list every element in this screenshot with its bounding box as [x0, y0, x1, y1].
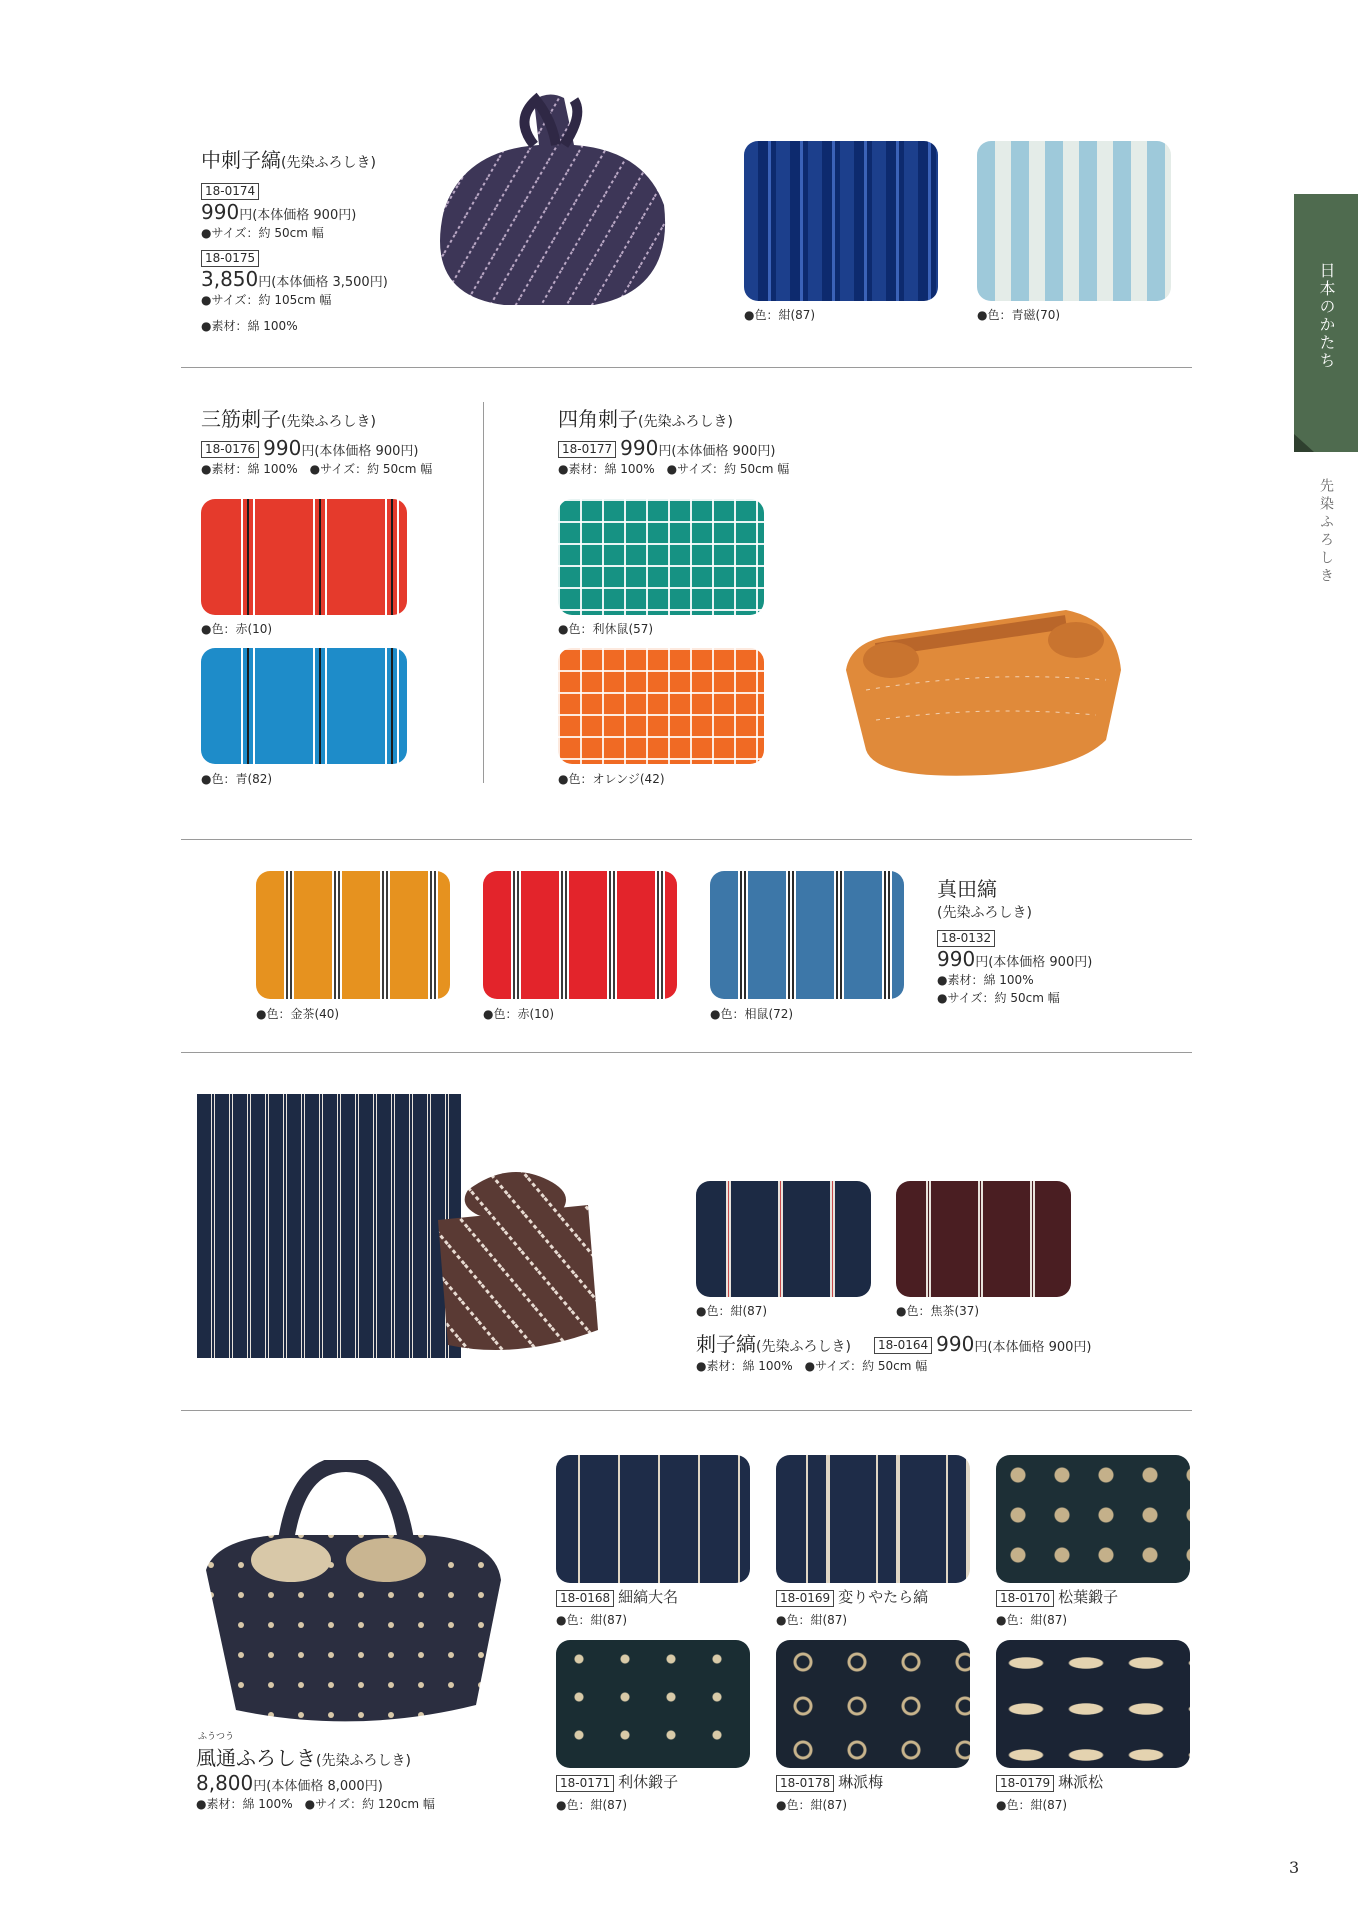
section-divider — [181, 367, 1192, 368]
tax-note: (本体価格 900円) — [252, 208, 357, 223]
price: 990 — [263, 436, 302, 460]
item-name: 利休鍛子 — [618, 1773, 679, 1791]
color-caption: ●色：紺(87) — [776, 1613, 848, 1627]
swatch-blue — [201, 648, 407, 764]
color-caption: ●色：金茶(40) — [256, 1007, 340, 1021]
swatch-red — [483, 871, 677, 999]
price: 990 — [937, 947, 976, 971]
wrapped-gift-photo — [428, 1160, 608, 1360]
swatch-matsuba-donsu — [996, 1455, 1190, 1583]
column-divider — [483, 402, 484, 783]
product-subtitle: (先染ふろしき) — [281, 155, 376, 171]
price: 3,850 — [201, 267, 259, 291]
color-caption: ●色：紺(87) — [996, 1798, 1068, 1812]
swatch-rikyu-gray — [558, 499, 764, 615]
spec-line: ●素材：綿 100% ●サイズ：約 120cm 幅 — [196, 1797, 435, 1811]
yen-label: 円 — [258, 275, 272, 290]
color-caption: ●色：紺(87) — [996, 1613, 1068, 1627]
product-nakasashiko — [201, 144, 388, 335]
swatch-kincha — [256, 871, 450, 999]
wrapped-furoshiki-photo — [424, 90, 674, 314]
tax-note: (本体価格 3,500円) — [271, 275, 388, 290]
item-name: 琳派梅 — [838, 1773, 884, 1791]
tax-note: (本体価格 900円) — [987, 1340, 1092, 1355]
product-subtitle: (先染ふろしき) — [281, 414, 376, 430]
item-name: 変りやたら縞 — [838, 1588, 929, 1606]
swatch-kawari-yatarajima — [776, 1455, 970, 1583]
price: 990 — [620, 436, 659, 460]
product-title: 中刺子縞 — [201, 148, 281, 172]
spec-line: ●素材：綿 100% ●サイズ：約 50cm 幅 — [201, 462, 433, 476]
spec-line: ●素材：綿 100% ●サイズ：約 50cm 幅 — [558, 462, 790, 476]
wrapped-basket-photo — [196, 1460, 506, 1740]
tax-note: (本体価格 900円) — [314, 444, 419, 459]
category-tab-label: 日本のかたち — [1317, 262, 1336, 370]
yen-label: 円 — [253, 1779, 267, 1794]
yen-label: 円 — [974, 1340, 988, 1355]
material-spec: ●素材：綿 100% — [937, 973, 1034, 987]
product-futsu — [196, 1729, 435, 1813]
section-divider — [181, 839, 1192, 840]
item-label — [776, 1588, 928, 1607]
product-code: 18-0164 — [874, 1337, 932, 1354]
item-name: 細縞大名 — [618, 1588, 679, 1606]
product-title: 四角刺子 — [558, 407, 638, 431]
material-spec: ●素材：綿 100% — [201, 319, 298, 333]
price: 990 — [936, 1332, 975, 1356]
swatch-dark-brown — [896, 1181, 1071, 1297]
flat-cloth-photo — [197, 1094, 461, 1358]
product-code: 18-0175 — [201, 250, 259, 267]
product-code: 18-0169 — [776, 1590, 834, 1607]
product-code: 18-0170 — [996, 1590, 1054, 1607]
item-label — [556, 1773, 678, 1792]
yen-label: 円 — [658, 444, 672, 459]
product-yotsukakusashiko — [558, 403, 789, 478]
section-divider — [181, 1052, 1192, 1053]
product-code: 18-0178 — [776, 1775, 834, 1792]
product-title: 三筋刺子 — [201, 407, 281, 431]
color-caption: ●色：紺(87) — [696, 1304, 768, 1318]
product-title: 風通ふろしき — [196, 1746, 316, 1770]
item-label — [996, 1773, 1103, 1792]
item-label — [776, 1773, 883, 1792]
product-subtitle: (先染ふろしき) — [638, 414, 733, 430]
size-spec: ●サイズ：約 50cm 幅 — [937, 991, 1060, 1005]
product-sashikojima — [696, 1328, 1091, 1375]
swatch-ainezu — [710, 871, 904, 999]
price: 8,800 — [196, 1771, 254, 1795]
color-caption: ●色：赤(10) — [483, 1007, 555, 1021]
swatch-hosojima-daimyo — [556, 1455, 750, 1583]
product-subtitle: (先染ふろしき) — [316, 1753, 411, 1769]
color-caption: ●色：紺(87) — [776, 1798, 848, 1812]
yen-label: 円 — [239, 208, 253, 223]
swatch-orange — [558, 648, 764, 764]
color-caption: ●色：青(82) — [201, 772, 273, 786]
item-name: 松葉鍛子 — [1058, 1588, 1119, 1606]
color-caption: ●色：紺(87) — [744, 308, 816, 322]
product-code: 18-0176 — [201, 441, 259, 458]
item-name: 琳派松 — [1058, 1773, 1104, 1791]
ruby-reading: ふうつう — [198, 1732, 235, 1742]
size-spec: ●サイズ：約 105cm 幅 — [201, 293, 332, 307]
color-caption: ●色：相鼠(72) — [710, 1007, 794, 1021]
product-title: 刺子縞 — [696, 1332, 756, 1356]
swatch-navy — [744, 141, 938, 301]
tax-note: (本体価格 900円) — [988, 955, 1093, 970]
swatch-navy — [696, 1181, 871, 1297]
swatch-red — [201, 499, 407, 615]
size-spec: ●サイズ：約 50cm 幅 — [201, 226, 324, 240]
color-caption: ●色：オレンジ(42) — [558, 772, 665, 786]
page-number: 3 — [1289, 1858, 1300, 1877]
yen-label: 円 — [301, 444, 315, 459]
spec-line: ●素材：綿 100% ●サイズ：約 50cm 幅 — [696, 1359, 928, 1373]
product-subtitle: (先染ふろしき) — [937, 905, 1032, 921]
section-divider — [181, 1410, 1192, 1411]
color-caption: ●色：青磁(70) — [977, 308, 1061, 322]
swatch-rinpa-ume — [776, 1640, 970, 1768]
product-misujisashiko — [201, 403, 432, 478]
item-label — [556, 1588, 678, 1607]
product-code: 18-0179 — [996, 1775, 1054, 1792]
product-subtitle: (先染ふろしき) — [756, 1339, 851, 1355]
product-sanadajima — [937, 873, 1092, 1007]
color-caption: ●色：紺(87) — [556, 1613, 628, 1627]
swatch-rinpa-matsu — [996, 1640, 1190, 1768]
product-code: 18-0168 — [556, 1590, 614, 1607]
color-caption: ●色：赤(10) — [201, 622, 273, 636]
tax-note: (本体価格 8,000円) — [266, 1779, 383, 1794]
product-code: 18-0132 — [937, 930, 995, 947]
yen-label: 円 — [975, 955, 989, 970]
product-code: 18-0174 — [201, 183, 259, 200]
color-caption: ●色：紺(87) — [556, 1798, 628, 1812]
color-caption: ●色：焦茶(37) — [896, 1304, 980, 1318]
color-caption: ●色：利休鼠(57) — [558, 622, 654, 636]
swatch-celadon — [977, 141, 1171, 301]
product-title: 真田縞 — [937, 877, 997, 901]
tax-note: (本体価格 900円) — [671, 444, 776, 459]
wrapped-box-photo — [836, 580, 1126, 780]
item-label — [996, 1588, 1118, 1607]
category-tab-fold — [1294, 434, 1314, 452]
product-code: 18-0171 — [556, 1775, 614, 1792]
subcategory-label: 先染ふろしき — [1318, 478, 1334, 586]
product-code: 18-0177 — [558, 441, 616, 458]
price: 990 — [201, 200, 240, 224]
swatch-rikyu-donsu — [556, 1640, 750, 1768]
